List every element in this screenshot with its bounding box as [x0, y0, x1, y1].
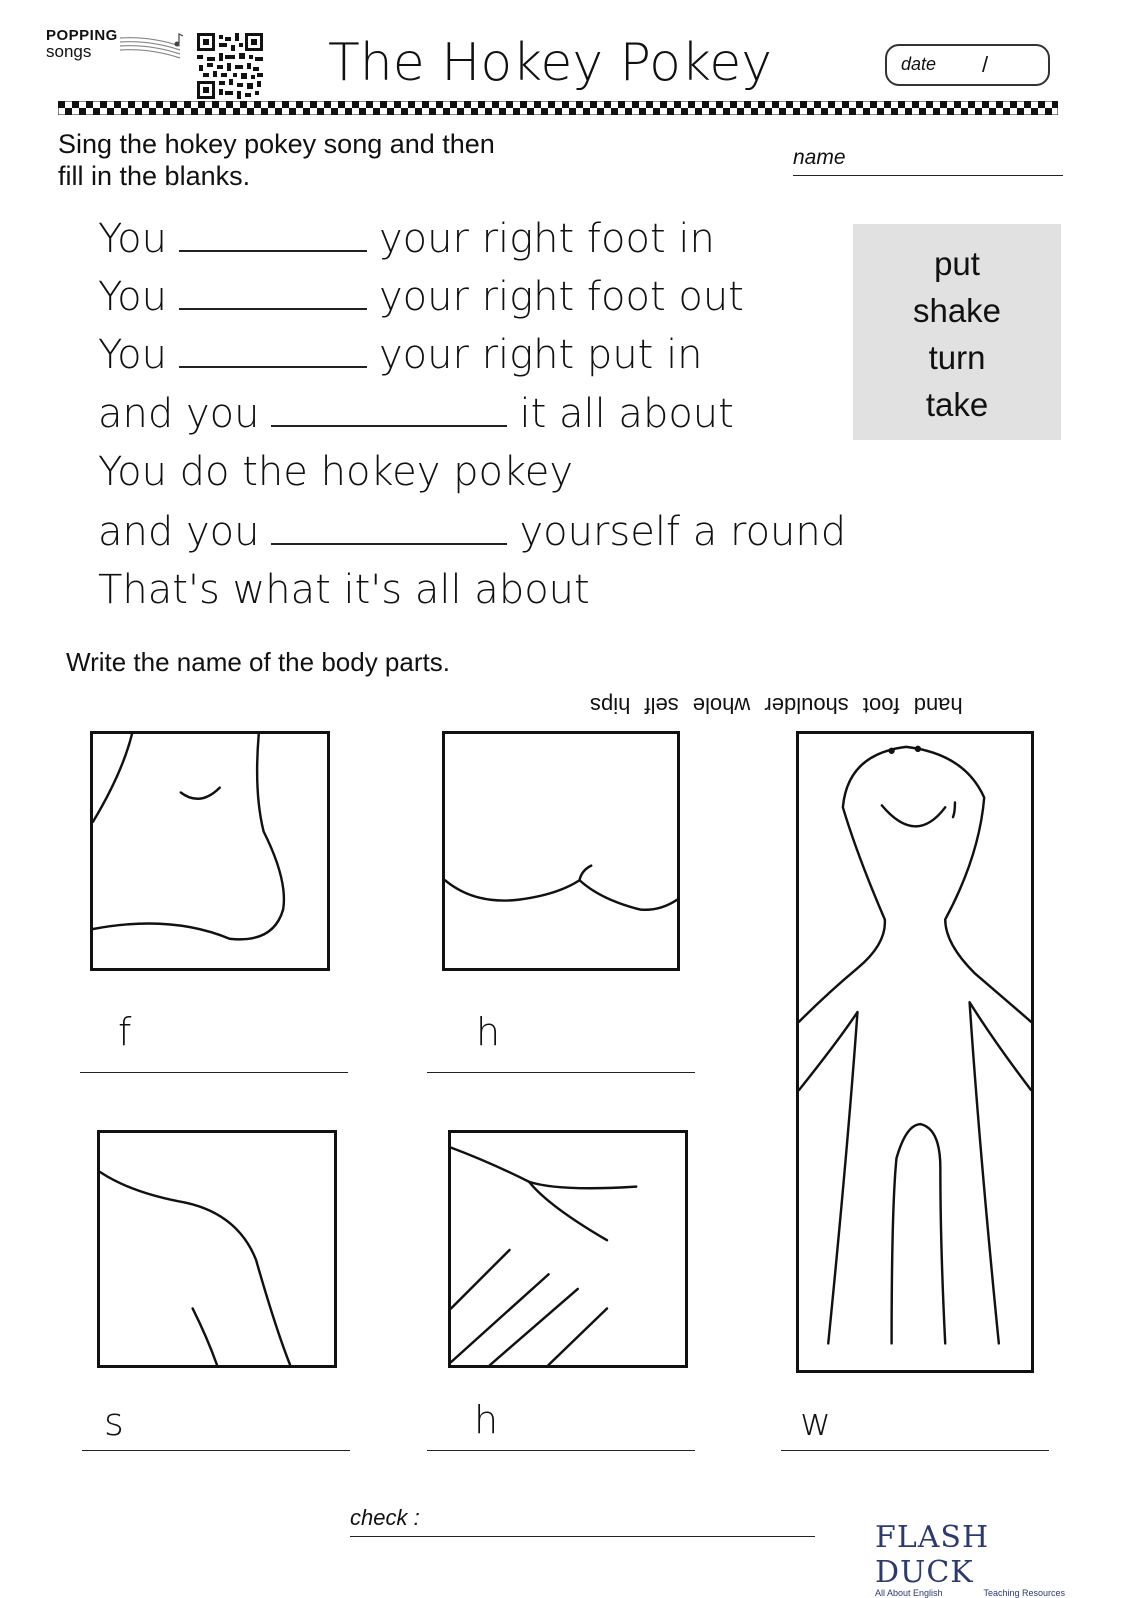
check-line[interactable]	[350, 1536, 815, 1537]
upside-down-word-hint: hand foot shoulder whole self hips	[590, 693, 963, 718]
check-label: check :	[350, 1505, 420, 1530]
hand-answer-line[interactable]	[427, 1450, 695, 1451]
lyric-after: your right foot out	[378, 274, 744, 320]
lyric-before: That's what it's all about	[98, 567, 590, 613]
foot-picture	[90, 731, 330, 971]
hand-picture	[448, 1130, 688, 1368]
lyric-line-4	[98, 385, 734, 442]
blank-1[interactable]	[179, 210, 367, 252]
lyric-before: You do the hokey pokey	[98, 449, 574, 495]
lyric-after: yourself a round	[519, 509, 847, 555]
brand-name: FLASH DUCK	[875, 1520, 990, 1590]
date-label: date	[901, 54, 937, 74]
logo-top-text: POPPING	[46, 27, 118, 44]
body-parts-instruction: Write the name of the body parts.	[66, 647, 450, 677]
shoulder-answer-line[interactable]	[82, 1450, 350, 1451]
lyric-after: it all about	[519, 391, 734, 437]
foot-answer-line[interactable]	[80, 1072, 348, 1073]
checkered-divider	[58, 101, 1058, 115]
lyric-before: You	[98, 216, 167, 262]
date-separator: /	[982, 52, 989, 77]
lyric-after: your right put in	[378, 332, 703, 378]
whole-self-picture	[796, 731, 1034, 1373]
page-title: The Hokey Pokey	[327, 33, 773, 93]
logo-bottom-text: songs	[46, 42, 92, 61]
lyric-before: You	[98, 274, 167, 320]
hips-answer-line[interactable]	[427, 1072, 695, 1073]
lyric-line-6	[98, 503, 846, 560]
lyric-line-1	[98, 210, 715, 267]
lyric-line-7	[98, 562, 590, 618]
lyric-before: and you	[98, 509, 260, 555]
flash-duck-logo	[875, 1520, 1075, 1598]
brand-sub-right: Teaching Resources	[983, 1588, 1065, 1598]
word-bank-item: take	[925, 386, 989, 423]
hand-hint-letter: h	[474, 1398, 499, 1442]
qr-code-icon	[197, 33, 263, 99]
lyric-line-2	[98, 268, 744, 325]
brand-sub-left: All About English	[875, 1588, 943, 1598]
lyric-after: your right foot in	[378, 216, 715, 262]
hips-hint-letter: h	[476, 1010, 501, 1054]
lyric-line-5	[98, 444, 573, 500]
word-bank-item: shake	[912, 292, 1002, 329]
whole-self-hint-letter: w	[800, 1400, 832, 1444]
name-line[interactable]	[793, 175, 1063, 176]
popping-songs-logo	[46, 28, 186, 72]
hips-picture	[442, 731, 680, 971]
word-bank-item: turn	[928, 339, 986, 376]
lyric-before: You	[98, 332, 167, 378]
fill-instruction-line1: Sing the hokey pokey song and then	[58, 129, 495, 159]
word-bank-item: put	[934, 245, 980, 282]
music-staff-icon	[120, 32, 184, 62]
foot-hint-letter: f	[118, 1010, 132, 1054]
fill-instruction-line2: fill in the blanks.	[58, 161, 251, 191]
blank-3[interactable]	[179, 326, 367, 368]
date-field[interactable]	[885, 44, 1050, 86]
whole-self-answer-line[interactable]	[781, 1450, 1049, 1451]
shoulder-hint-letter: s	[104, 1400, 124, 1444]
lyric-line-3	[98, 326, 703, 383]
blank-2[interactable]	[179, 268, 367, 310]
word-bank	[853, 224, 1061, 440]
shoulder-picture	[97, 1130, 337, 1368]
name-label: name	[793, 146, 846, 169]
lyric-before: and you	[98, 391, 260, 437]
blank-4[interactable]	[271, 385, 507, 427]
blank-5[interactable]	[271, 503, 507, 545]
